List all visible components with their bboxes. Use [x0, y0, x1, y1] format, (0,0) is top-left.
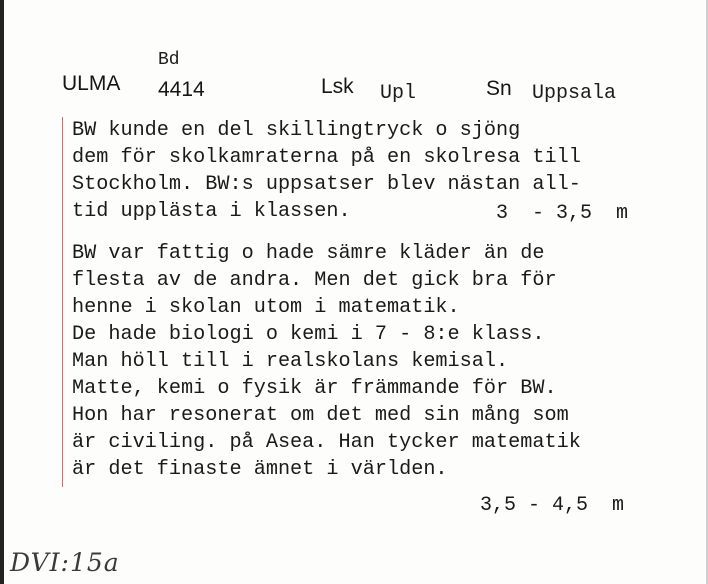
shelf-prefix: Bd [158, 50, 180, 70]
measure-range: 3 - 3,5 m [496, 202, 629, 225]
socken-label: Sn [486, 77, 512, 100]
text-line: är civiling. på Asea. Han tycker matematik [72, 431, 581, 454]
text-line: dem för skolkamraterna på en skolresa till [72, 146, 581, 169]
text-line: BW var fattig o hade sämre kläder än de [72, 242, 545, 265]
socken-value: Uppsala [532, 82, 617, 105]
margin-rule [62, 117, 63, 487]
text-line: BW kunde en del skillingtryck o sjöng [72, 119, 521, 142]
handwritten-signum: DVI:15a [10, 548, 120, 577]
text-line: flesta av de andra. Men det gick bra för [72, 269, 557, 292]
record-number: 4414 [158, 78, 205, 101]
archive-code: ULMA [62, 72, 121, 95]
text-line: henne i skolan utom i matematik. [72, 296, 460, 319]
measure-range: 3,5 - 4,5 m [480, 494, 625, 517]
text-line: Matte, kemi o fysik är främmande för BW. [72, 377, 557, 400]
text-line: Hon har resonerat om det med sin mång som [72, 404, 569, 427]
text-line: Man höll till i realskolans kemisal. [72, 350, 509, 373]
text-line: är det finaste ämnet i världen. [72, 458, 448, 481]
landskap-value: Upl [380, 82, 417, 105]
card-left-edge [0, 0, 4, 584]
text-line: Stockholm. BW:s uppsatser blev nästan all- [72, 173, 581, 196]
text-line: De hade biologi o kemi i 7 - 8:e klass. [72, 323, 545, 346]
text-line: tid upplästa i klassen. [72, 200, 351, 223]
landskap-label: Lsk [321, 75, 354, 98]
